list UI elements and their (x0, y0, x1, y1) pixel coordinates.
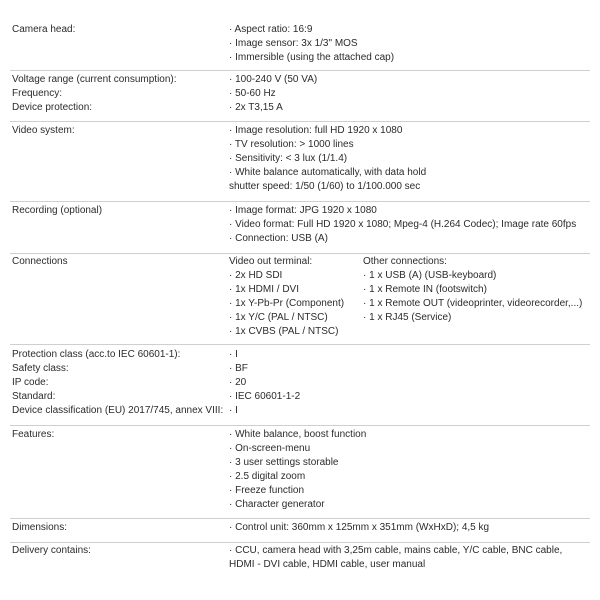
device-classification-label: Device classification (EU) 2017/745, annex VIII: (12, 405, 224, 416)
protection-class-value: · I (229, 349, 238, 360)
camera-head-value: · Immersible (using the attached cap) (229, 52, 395, 63)
protection-class-label: Protection class (acc.to IEC 60601-1): (12, 349, 181, 360)
delivery-label: Delivery contains: (12, 545, 91, 556)
safety-class-label: Safety class: (12, 363, 69, 374)
camera-head-value: · Aspect ratio: 16:9 (229, 24, 313, 35)
features-value: · On-screen-menu (229, 443, 311, 454)
other-connections-item: · 1 x USB (A) (USB-keyboard) (363, 270, 497, 281)
features-value: · 3 user settings storable (229, 457, 339, 468)
video-out-item: · 1x Y/C (PAL / NTSC) (229, 312, 328, 323)
other-connections-item: · 1 x Remote OUT (videoprinter, videorecorder,...) (363, 298, 583, 309)
dimensions-value: · Control unit: 360mm x 125mm x 351mm (WxHxD); 4,5 kg (229, 522, 490, 533)
features-label: Features: (12, 429, 55, 440)
divider (10, 201, 590, 202)
safety-class-value: · BF (229, 363, 248, 374)
ip-code-value: · 20 (229, 377, 247, 388)
dimensions-label: Dimensions: (12, 522, 68, 533)
standard-value: · IEC 60601-1-2 (229, 391, 301, 402)
features-value: · Freeze function (229, 485, 305, 496)
connections-label: Connections (12, 256, 68, 267)
video-system-value: · TV resolution: > 1000 lines (229, 139, 354, 150)
video-system-label: Video system: (12, 125, 75, 136)
video-system-value: · Sensitivity: < 3 lux (1/1.4) (229, 153, 348, 164)
divider (10, 344, 590, 345)
recording-value: · Video format: Full HD 1920 x 1080; Mpeg-4 (H.264 Codec); Image rate 60fps (229, 219, 577, 230)
camera-head-value: · Image sensor: 3x 1/3" MOS (229, 38, 358, 49)
video-out-item: · 2x HD SDI (229, 270, 283, 281)
video-system-value: · White balance automatically, with data hold (229, 167, 427, 178)
camera-head-label: Camera head: (12, 24, 76, 35)
divider (10, 518, 590, 519)
video-system-value: · Image resolution: full HD 1920 x 1080 (229, 125, 403, 136)
video-out-title: Video out terminal: (229, 256, 313, 267)
frequency-label: Frequency: (12, 88, 63, 99)
video-out-item: · 1x CVBS (PAL / NTSC) (229, 326, 339, 337)
other-connections-title: Other connections: (363, 256, 447, 267)
delivery-value: HDMI - DVI cable, HDMI cable, user manual (229, 559, 426, 570)
features-value: · White balance, boost function (229, 429, 367, 440)
features-value: · Character generator (229, 499, 325, 510)
video-out-item: · 1x HDMI / DVI (229, 284, 300, 295)
device-classification-value: · I (229, 405, 238, 416)
recording-value: · Image format: JPG 1920 x 1080 (229, 205, 377, 216)
features-value: · 2.5 digital zoom (229, 471, 306, 482)
video-out-item: · 1x Y-Pb-Pr (Component) (229, 298, 345, 309)
other-connections-item: · 1 x RJ45 (Service) (363, 312, 452, 323)
voltage-label: Voltage range (current consumption): (12, 74, 177, 85)
standard-label: Standard: (12, 391, 56, 402)
device-protection-value: · 2x T3,15 A (229, 102, 283, 113)
other-connections-item: · 1 x Remote IN (footswitch) (363, 284, 487, 295)
delivery-value: · CCU, camera head with 3,25m cable, mains cable, Y/C cable, BNC cable, (229, 545, 563, 556)
recording-value: · Connection: USB (A) (229, 233, 328, 244)
recording-label: Recording (optional) (12, 205, 103, 216)
device-protection-label: Device protection: (12, 102, 93, 113)
divider (10, 425, 590, 426)
divider (10, 542, 590, 543)
frequency-value: · 50-60 Hz (229, 88, 276, 99)
divider (10, 70, 590, 71)
video-system-value: shutter speed: 1/50 (1/60) to 1/100.000 sec (229, 181, 421, 192)
ip-code-label: IP code: (12, 377, 49, 388)
voltage-value: · 100-240 V (50 VA) (229, 74, 318, 85)
divider (10, 253, 590, 254)
divider (10, 121, 590, 122)
